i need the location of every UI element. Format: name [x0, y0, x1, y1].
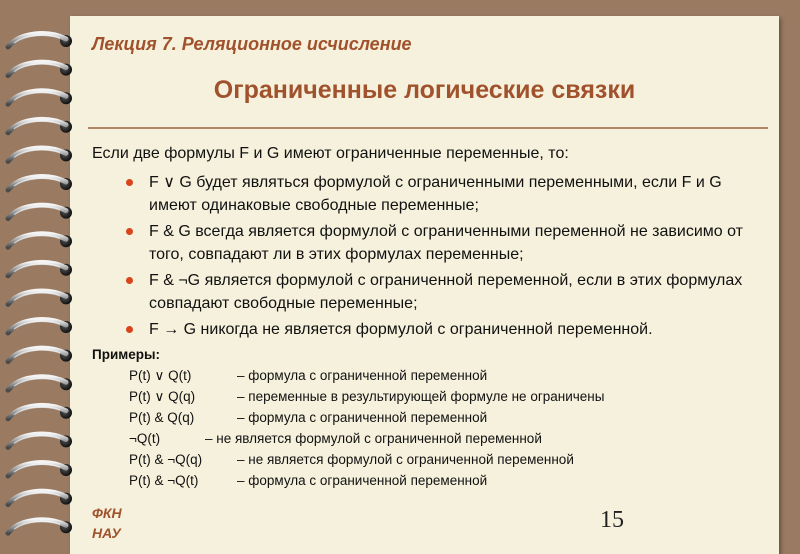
slide-title: Ограниченные логические связки [213, 76, 636, 104]
binding-ring [8, 62, 72, 75]
bullet-dot-icon [126, 326, 133, 333]
binding-ring [8, 91, 72, 104]
binding-ring [8, 205, 72, 218]
example-desc: – не является формулой с ограниченной переменной [205, 431, 542, 446]
binding-ring [8, 348, 72, 361]
bullet-item [126, 220, 766, 266]
bullet-text: F & G всегда является формулой с ограниченными переменной не зависимо от того, совпадают ли в этих формулах переменные; [149, 223, 744, 263]
bullet-text: F → G никогда не является формулой с ограниченной переменной. [149, 321, 653, 338]
binding-ring [8, 177, 72, 190]
example-formula: P(t) ∨ Q(q) [129, 389, 196, 404]
example-formula: P(t) & ¬Q(q) [129, 452, 203, 467]
binding-ring [8, 291, 72, 304]
binding-ring [8, 434, 72, 447]
bullet-item [126, 318, 766, 341]
examples-list [129, 365, 604, 491]
binding-ring [8, 320, 72, 333]
example-formula: P(t) & Q(q) [129, 410, 195, 425]
example-formula: P(t) & ¬Q(t) [129, 473, 199, 488]
bullet-item [126, 269, 766, 315]
example-formula: P(t) ∨ Q(t) [129, 368, 192, 383]
bullet-dot-icon [126, 277, 133, 284]
bullet-item [126, 171, 766, 217]
bullet-list [126, 171, 766, 344]
binding-ring [8, 262, 72, 275]
example-formula: ¬Q(t) [129, 431, 161, 446]
page-number: 15 [600, 507, 624, 533]
binding-ring [8, 234, 72, 247]
example-desc: – не является формулой с ограниченной переменной [237, 452, 574, 467]
binding-ring [8, 34, 72, 47]
binding-ring [8, 520, 72, 533]
example-row [129, 470, 604, 491]
bullet-dot-icon [126, 228, 133, 235]
bullet-text: F ∨ G будет являться формулой с ограниченными переменными, если F и G имеют одинаковые свободные переменные; [149, 174, 722, 214]
bullet-dot-icon [126, 179, 133, 186]
example-row [129, 365, 604, 386]
example-desc: – формула с ограниченной переменной [237, 410, 488, 425]
example-row [129, 407, 604, 428]
example-desc: – переменные в результирующей формуле не ограничены [237, 389, 605, 404]
binding-ring [8, 491, 72, 504]
intro-text: Если две формулы F и G имеют ограниченные переменные, то: [92, 145, 569, 162]
binding-ring [8, 148, 72, 161]
title-divider [88, 127, 768, 129]
slide-page [70, 16, 779, 554]
examples-heading: Примеры: [92, 347, 161, 362]
example-desc: – формула с ограниченной переменной [237, 473, 488, 488]
example-desc: – формула с ограниченной переменной [237, 368, 488, 383]
bullet-text: F & ¬G является формулой с ограниченной переменной, если в этих формулах совпадают свободные переменные; [149, 272, 743, 312]
binding-ring [8, 377, 72, 390]
binding-ring [8, 119, 72, 132]
spiral-binding-icon [0, 0, 100, 554]
binding-ring [8, 463, 72, 476]
lecture-title: Лекция 7. Реляционное исчисление [92, 34, 412, 54]
brand-line: НАУ [92, 525, 121, 541]
example-row [129, 428, 604, 449]
binding-ring [8, 405, 72, 418]
example-row [129, 386, 604, 407]
example-row [129, 449, 604, 470]
brand-line: ФКН [92, 505, 122, 521]
